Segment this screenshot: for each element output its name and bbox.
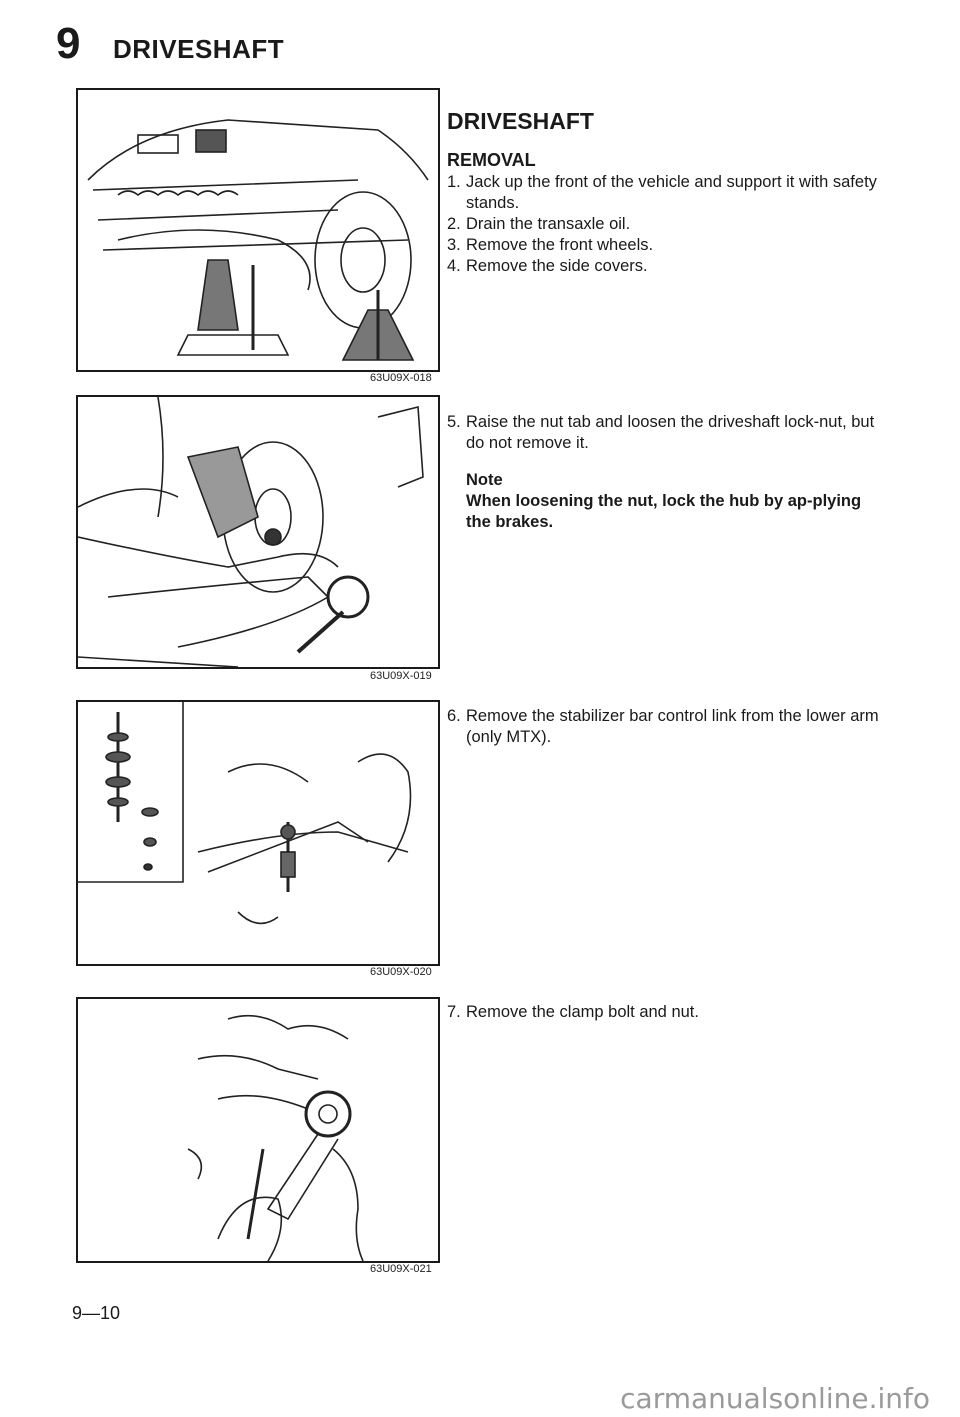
figure-vehicle-on-stands bbox=[76, 88, 440, 372]
step-3-text: Remove the front wheels. bbox=[466, 236, 654, 254]
figure-code-4: 63U09X-021 bbox=[370, 1263, 432, 1275]
step-4-number: 4. bbox=[447, 257, 461, 275]
step-5 bbox=[447, 412, 887, 454]
note-title: Note bbox=[466, 471, 503, 489]
step-6-number: 6. bbox=[447, 707, 461, 725]
figure-clamp-bolt bbox=[76, 997, 440, 1263]
figure-stabilizer-link bbox=[76, 700, 440, 966]
step-7 bbox=[447, 1002, 887, 1023]
clamp-bolt-illustration bbox=[78, 999, 438, 1261]
removal-step-5-block bbox=[447, 412, 887, 533]
step-6-text: Remove the stabilizer bar control link from the lower arm (only MTX). bbox=[466, 707, 879, 746]
step-1-number: 1. bbox=[447, 173, 461, 191]
note-body: When loosening the nut, lock the hub by ap-plying the brakes. bbox=[466, 492, 862, 531]
step-5-number: 5. bbox=[447, 413, 461, 431]
page-number: 9—10 bbox=[72, 1303, 121, 1323]
step-1-text: Jack up the front of the vehicle and support it with safety stands. bbox=[466, 173, 877, 212]
removal-steps-1-4 bbox=[447, 172, 887, 277]
step-4 bbox=[447, 256, 887, 277]
figure-loosening-locknut bbox=[76, 395, 440, 669]
step-5-text: Raise the nut tab and loosen the driveshaft lock-nut, but do not remove it. bbox=[466, 413, 875, 452]
loosening-locknut-illustration bbox=[78, 397, 438, 667]
figure-code-3: 63U09X-020 bbox=[370, 966, 432, 978]
step-6 bbox=[447, 706, 887, 748]
stabilizer-link-illustration bbox=[78, 702, 438, 964]
step-2-number: 2. bbox=[447, 215, 461, 233]
step-7-number: 7. bbox=[447, 1003, 461, 1021]
watermark: carmanualsonline.info bbox=[620, 1382, 930, 1415]
step-7-text: Remove the clamp bolt and nut. bbox=[466, 1003, 699, 1021]
removal-step-6-block bbox=[447, 706, 887, 748]
removal-step-7-block bbox=[447, 1002, 887, 1023]
figure-code-1: 63U09X-018 bbox=[370, 372, 432, 384]
step-2-text: Drain the transaxle oil. bbox=[466, 215, 631, 233]
step-3 bbox=[447, 235, 887, 256]
step-4-text: Remove the side covers. bbox=[466, 257, 648, 275]
vehicle-on-stands-illustration bbox=[78, 90, 438, 370]
step-2 bbox=[447, 214, 887, 235]
figure-code-2: 63U09X-019 bbox=[370, 670, 432, 682]
section-title: DRIVESHAFT bbox=[447, 108, 594, 134]
chapter-number: 9 bbox=[56, 19, 81, 68]
section-subtitle: REMOVAL bbox=[447, 150, 536, 170]
chapter-title: DRIVESHAFT bbox=[113, 34, 285, 64]
step-1 bbox=[447, 172, 887, 214]
step-3-number: 3. bbox=[447, 236, 461, 254]
